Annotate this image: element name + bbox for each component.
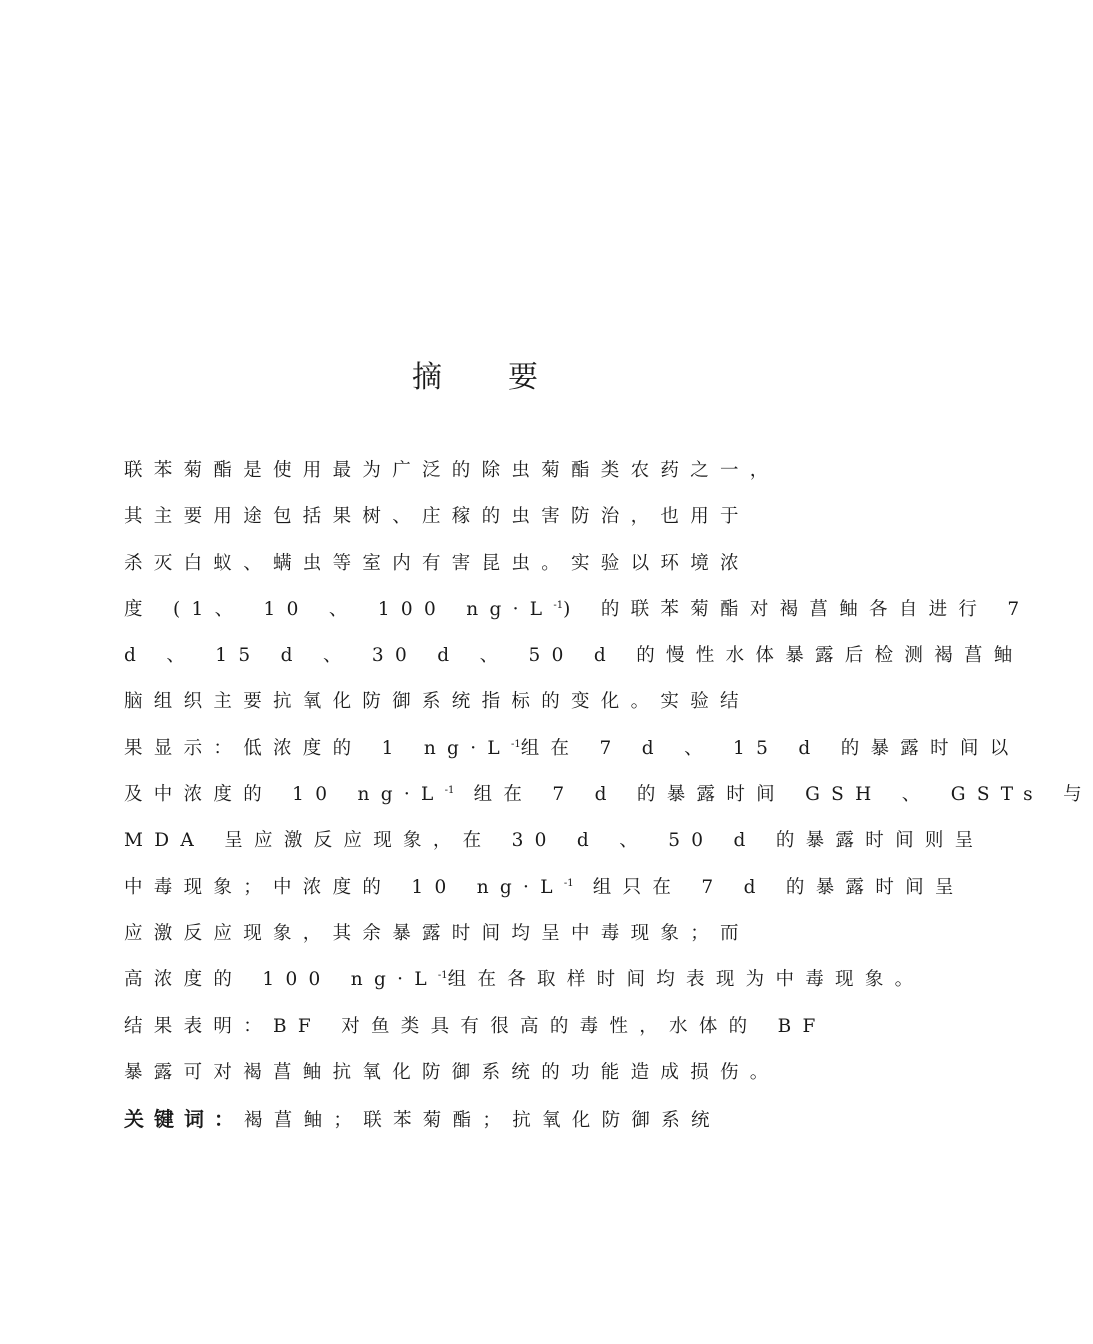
keywords-text: 褐菖鲉；联苯菊酯；抗氧化防御系统: [244, 1110, 721, 1132]
abstract-line: 中毒现象；中浓度的 10 $ng\cdot L^{-1}$ 组只在 7 d 的暴露时间呈: [124, 876, 965, 898]
abstract-line: 高浓度的 100 $ng\cdot L^{-1}$组在各取样时间均表现为中毒现象。: [124, 969, 925, 991]
abstract-line: 度 (1、 10 、 100 $ng\cdot L^{-1}$) 的联苯菊酯对褐菖鲉各自进行 7: [124, 598, 1031, 620]
abstract-line: 及中浓度的 10 $ng\cdot L^{-1}$ 组在 7 d 的暴露时间 GSH 、 GSTs 与: [124, 784, 1093, 806]
abstract-line: d 、 15 d 、 30 d 、 50 d 的慢性水体暴露后检测褐菖鲉: [124, 645, 1024, 667]
abstract-line: 应激反应现象，其余暴露时间均呈中毒现象；而: [124, 922, 750, 944]
abstract-line: 杀灭白蚁、螨虫等室内有害昆虫。实验以环境浓: [124, 552, 750, 574]
abstract-line: 结果表明：BF 对鱼类具有很高的毒性，水体的 BF: [124, 1015, 827, 1037]
keywords-label: 关键词：: [124, 1107, 244, 1132]
abstract-line: 果显示：低浓度的 1 $ng\cdot L^{-1}$组在 7 d 、 15 d 的暴露时间以: [124, 737, 1020, 759]
abstract-line: 脑组织主要抗氧化防御系统指标的变化。实验结: [124, 691, 750, 713]
page-title: 摘要: [412, 360, 604, 395]
abstract-body: [124, 448, 1093, 1142]
keywords-line: [124, 1096, 844, 1142]
abstract-line: MDA 呈应激反应现象，在 30 d 、 50 d 的暴露时间则呈: [124, 830, 985, 852]
abstract-line: 暴露可对褐菖鲉抗氧化防御系统的功能造成损伤。: [124, 1061, 780, 1083]
abstract-line: 联苯菊酯是使用最为广泛的除虫菊酯类农药之一，: [124, 460, 780, 481]
abstract-line: 其主要用途包括果树、庄稼的虫害防治，也用于: [124, 506, 750, 528]
